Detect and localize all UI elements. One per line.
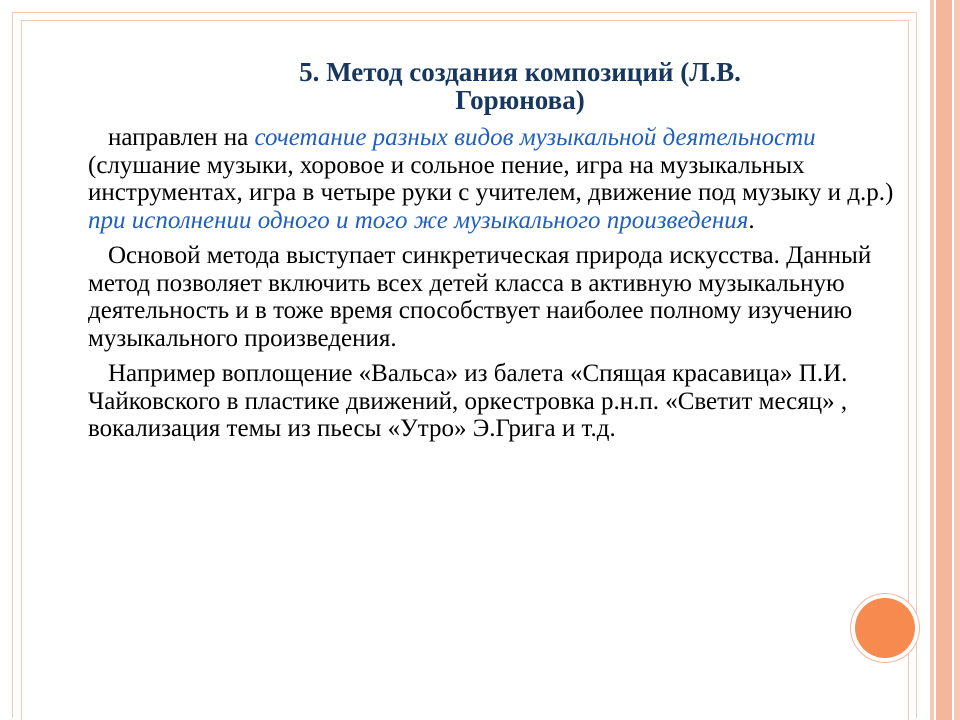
paragraph-3: Например воплощение «Вальса» из балета «Спящая красавица» П.И. Чайковского в пластике движений, оркестровка р.н.п. «Светит месяц» , вокализация темы из пьесы «Утро» Э.Грига и т.д.	[88, 360, 848, 442]
paragraph-1	[88, 124, 908, 234]
paragraph-1-highlight: при исполнении одного и того же музыкального произведения	[88, 206, 749, 234]
paragraph-1-text: (слушание музыки, хоровое и сольное пение, игра на музыкальных инструментах, игра в четыре руки с учителем, движение под музыку и д.р.)	[88, 151, 894, 206]
slide-title	[150, 58, 890, 114]
decor-circle	[855, 598, 915, 658]
paragraph-1-text: .	[748, 206, 755, 234]
slide-title-line1: 5. Метод создания композиций (Л.В.	[299, 57, 741, 87]
decor-stripe	[954, 0, 960, 720]
slide-title-line2: Горюнова)	[455, 85, 585, 115]
paragraph-2: Основой метода выступает синкретическая природа искусства. Данный метод позволяет включить всех детей класса в активную музыкальную деятельность и в тоже время способствует наиболее полному изучению музыкального произведения.	[88, 242, 872, 352]
paragraph-1-highlight: сочетание разных видов музыкальной деятельности	[254, 124, 816, 151]
paragraph-1-text: направлен на	[108, 124, 255, 151]
decor-stripe	[930, 0, 934, 720]
slide-body	[88, 124, 908, 451]
decor-stripe	[936, 0, 952, 720]
